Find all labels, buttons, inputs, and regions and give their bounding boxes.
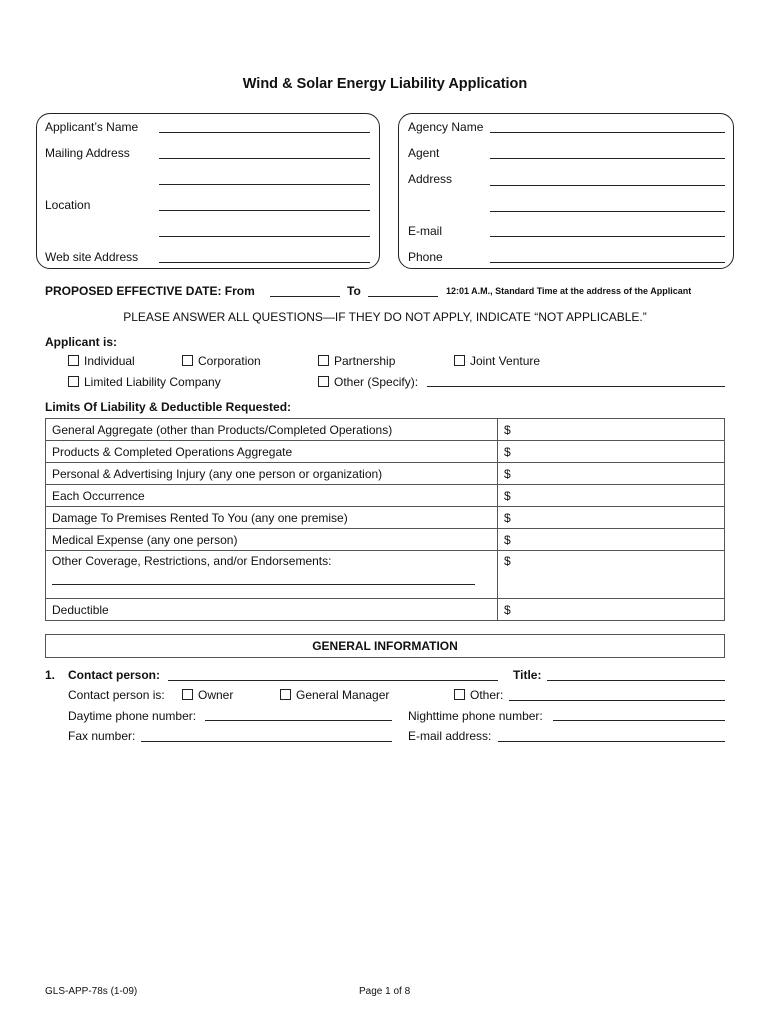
limit-general-aggregate-amount[interactable] (498, 419, 725, 441)
table-row (46, 529, 725, 551)
currency-symbol: $ (504, 510, 511, 525)
applicant-is-heading: Applicant is: (45, 335, 118, 349)
other-coverage-field[interactable] (52, 584, 475, 585)
other-entity-checkbox[interactable] (318, 376, 329, 387)
applicant-info-box (36, 113, 380, 269)
effective-date-to-label: To (347, 284, 361, 298)
agency-name-field[interactable] (490, 132, 725, 133)
limit-medical-expense-label: Medical Expense (any one person) (46, 529, 498, 551)
website-label: Web site Address (45, 250, 139, 264)
llc-label: Limited Liability Company (84, 375, 221, 389)
currency-symbol: $ (504, 444, 511, 459)
location-field-2[interactable] (159, 236, 370, 237)
contact-owner-option[interactable] (182, 688, 233, 702)
agency-address-label: Address (408, 172, 453, 186)
table-row (46, 441, 725, 463)
table-row (46, 507, 725, 529)
individual-checkbox[interactable] (68, 355, 79, 366)
llc-option[interactable] (68, 375, 221, 389)
other-entity-label: Other (Specify): (334, 375, 419, 389)
contact-email-field[interactable] (498, 741, 725, 742)
limit-personal-injury-label: Personal & Advertising Injury (any one person or organization) (46, 463, 498, 485)
limit-each-occurrence-label: Each Occurrence (46, 485, 498, 507)
mailing-address-field-1[interactable] (159, 158, 370, 159)
contact-other-checkbox[interactable] (454, 689, 465, 700)
individual-option[interactable] (68, 354, 135, 368)
partnership-checkbox[interactable] (318, 355, 329, 366)
agency-address-field-2[interactable] (490, 211, 725, 212)
contact-owner-checkbox[interactable] (182, 689, 193, 700)
agency-name-label: Agency Name (408, 120, 484, 134)
effective-date-to-field[interactable] (368, 296, 438, 297)
joint-venture-checkbox[interactable] (454, 355, 465, 366)
limit-other-coverage-cell (46, 551, 498, 599)
limit-products-aggregate-amount[interactable] (498, 441, 725, 463)
currency-symbol: $ (504, 466, 511, 481)
mailing-address-label: Mailing Address (45, 146, 130, 160)
agency-phone-label: Phone (408, 250, 443, 264)
agency-email-label: E-mail (408, 224, 443, 238)
individual-label: Individual (84, 354, 135, 368)
currency-symbol: $ (504, 602, 511, 617)
limit-damage-premises-label: Damage To Premises Rented To You (any one premise) (46, 507, 498, 529)
daytime-phone-label: Daytime phone number: (68, 709, 197, 723)
llc-checkbox[interactable] (68, 376, 79, 387)
joint-venture-label: Joint Venture (470, 354, 541, 368)
limits-table (45, 418, 725, 621)
agent-field[interactable] (490, 158, 725, 159)
general-information-heading: GENERAL INFORMATION (45, 634, 725, 658)
table-row (46, 419, 725, 441)
limit-personal-injury-amount[interactable] (498, 463, 725, 485)
agency-address-field-1[interactable] (490, 185, 725, 186)
corporation-checkbox[interactable] (182, 355, 193, 366)
limit-deductible-amount[interactable] (498, 599, 725, 621)
effective-date-from-label: PROPOSED EFFECTIVE DATE: From (45, 284, 255, 298)
contact-email-label: E-mail address: (408, 729, 492, 743)
contact-other-label: Other: (470, 688, 504, 702)
effective-time-note: 12:01 A.M., Standard Time at the address of the Applicant (446, 286, 692, 296)
contact-other-option[interactable] (454, 688, 503, 702)
limit-other-coverage-amount[interactable] (498, 551, 725, 599)
contact-title-field[interactable] (547, 680, 725, 681)
table-row (46, 551, 725, 599)
contact-person-field[interactable] (168, 680, 498, 681)
limit-general-aggregate-label: General Aggregate (other than Products/Completed Operations) (46, 419, 498, 441)
location-field-1[interactable] (159, 210, 370, 211)
page-number: Page 1 of 8 (359, 986, 411, 997)
nighttime-phone-field[interactable] (553, 720, 725, 721)
form-code: GLS-APP-78s (1-09) (45, 986, 138, 997)
currency-symbol: $ (504, 554, 511, 568)
limit-deductible-label: Deductible (46, 599, 498, 621)
limit-other-coverage-label: Other Coverage, Restrictions, and/or Endorsements: (52, 554, 332, 568)
limit-each-occurrence-amount[interactable] (498, 485, 725, 507)
corporation-option[interactable] (182, 354, 261, 368)
contact-gm-option[interactable] (280, 688, 389, 702)
partnership-label: Partnership (334, 354, 396, 368)
currency-symbol: $ (504, 422, 511, 437)
location-label: Location (45, 198, 91, 212)
contact-gm-label: General Manager (296, 688, 390, 702)
contact-owner-label: Owner (198, 688, 234, 702)
limit-products-aggregate-label: Products & Completed Operations Aggregate (46, 441, 498, 463)
agent-label: Agent (408, 146, 440, 160)
fax-field[interactable] (141, 741, 392, 742)
limit-medical-expense-amount[interactable] (498, 529, 725, 551)
contact-title-label: Title: (513, 668, 542, 682)
limits-heading: Limits Of Liability & Deductible Requested: (45, 400, 292, 414)
currency-symbol: $ (504, 532, 511, 547)
applicant-name-label: Applicant’s Name (45, 120, 139, 134)
table-row (46, 485, 725, 507)
joint-venture-option[interactable] (454, 354, 540, 368)
contact-gm-checkbox[interactable] (280, 689, 291, 700)
instruction-text: PLEASE ANSWER ALL QUESTIONS—IF THEY DO NOT APPLY, INDICATE “NOT APPLICABLE.” (123, 310, 647, 324)
applicant-name-field[interactable] (159, 132, 370, 133)
currency-symbol: $ (504, 488, 511, 503)
limit-damage-premises-amount[interactable] (498, 507, 725, 529)
partnership-option[interactable] (318, 354, 395, 368)
question-1-number: 1. (45, 668, 56, 682)
other-entity-specify-field[interactable] (427, 386, 725, 387)
effective-date-from-field[interactable] (270, 296, 340, 297)
table-row (46, 463, 725, 485)
contact-person-label: Contact person: (68, 668, 161, 682)
contact-is-label: Contact person is: (68, 688, 165, 702)
mailing-address-field-2[interactable] (159, 184, 370, 185)
contact-other-field[interactable] (509, 700, 725, 701)
daytime-phone-field[interactable] (205, 720, 392, 721)
website-field[interactable] (159, 262, 370, 263)
agency-phone-field[interactable] (490, 262, 725, 263)
nighttime-phone-label: Nighttime phone number: (408, 709, 543, 723)
form-title: Wind & Solar Energy Liability Application (242, 76, 528, 92)
corporation-label: Corporation (198, 354, 261, 368)
fax-label: Fax number: (68, 729, 136, 743)
other-entity-option[interactable] (318, 375, 418, 389)
table-row (46, 599, 725, 621)
agency-info-box (398, 113, 734, 269)
agency-email-field[interactable] (490, 236, 725, 237)
